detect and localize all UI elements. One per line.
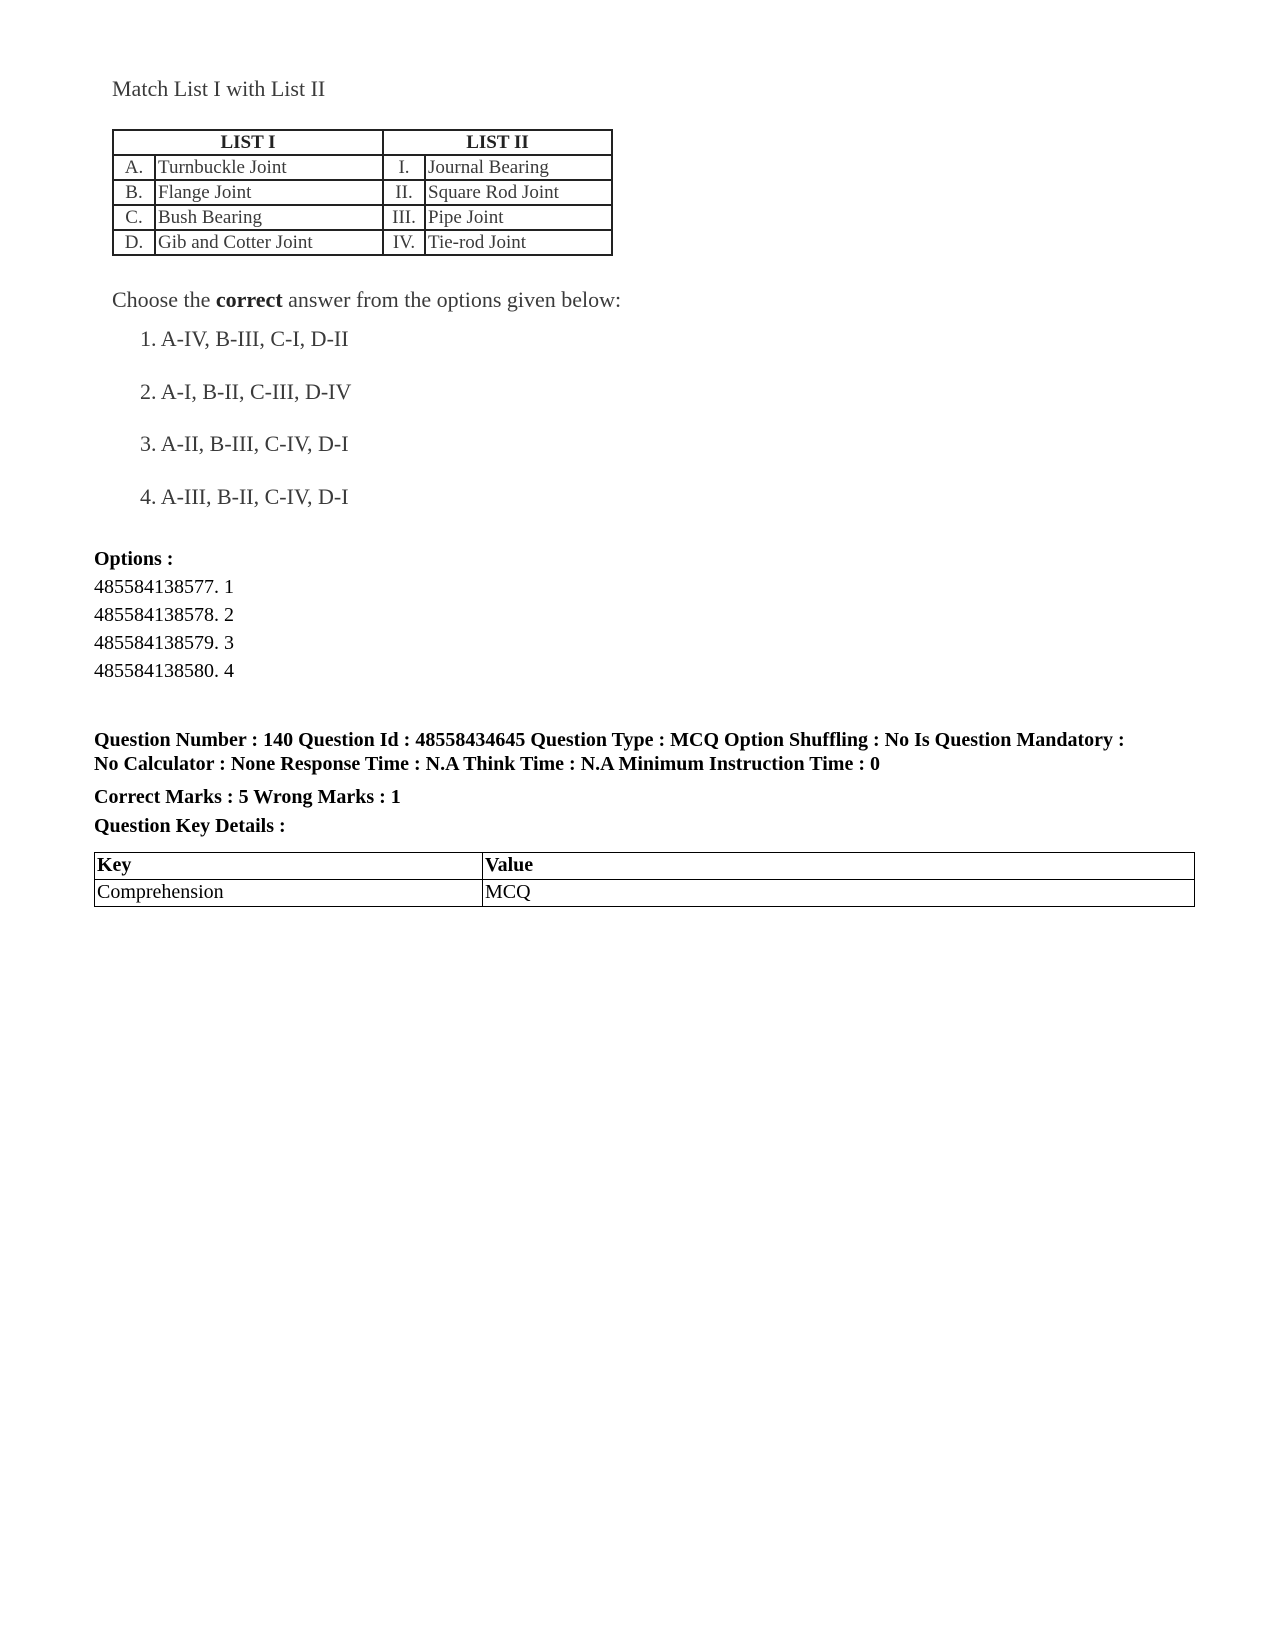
key-details-heading-text: Question Key Details :: [94, 815, 286, 837]
table-row: [113, 205, 612, 230]
option-item: 485584138580. 4: [94, 660, 234, 682]
choose-bold: correct: [215, 287, 283, 312]
marks-line: [94, 785, 1204, 809]
key-cell: Comprehension: [95, 880, 483, 907]
table-row: [95, 880, 1195, 907]
options-section: [94, 547, 1204, 687]
match-table: [112, 129, 613, 256]
option-item: 485584138577. 1: [94, 576, 234, 598]
question-info-line2: No Calculator : None Response Time : N.A Think Time : N.A Minimum Instruction Time : 0: [94, 753, 880, 775]
option-item: 485584138579. 3: [94, 632, 234, 654]
list2-item: Tie-rod Joint: [425, 230, 612, 255]
list2-header: LIST II: [383, 130, 612, 155]
table-row: [113, 155, 612, 180]
table-row: [113, 230, 612, 255]
list1-label: B.: [113, 180, 155, 205]
table-row: [113, 180, 612, 205]
list2-label: IV.: [383, 230, 425, 255]
list2-label: III.: [383, 205, 425, 230]
marks-text: Correct Marks : 5 Wrong Marks : 1: [94, 786, 401, 808]
key-details-table: [94, 852, 1195, 907]
question-intro: Match List I with List II: [112, 76, 326, 101]
list1-label: A.: [113, 155, 155, 180]
choose-suffix: answer from the options given below:: [288, 287, 622, 312]
options-heading: Options :: [94, 548, 174, 570]
list1-item: Bush Bearing: [155, 205, 383, 230]
list1-label: C.: [113, 205, 155, 230]
match-table-header: [113, 130, 612, 155]
value-header: Value: [483, 853, 1195, 880]
key-header: Key: [95, 853, 483, 880]
option-item: 485584138578. 2: [94, 604, 234, 626]
choice-item: 4. A-III, B-II, C-IV, D-I: [140, 484, 349, 509]
list1-header: LIST I: [113, 130, 383, 155]
question-info-line1: Question Number : 140 Question Id : 48558434645 Question Type : MCQ Option Shuffling : No Is Question Mandatory :: [94, 729, 1125, 751]
choice-item: 1. A-IV, B-III, C-I, D-II: [140, 326, 349, 351]
choose-prefix: Choose the: [112, 287, 211, 312]
list2-item: Journal Bearing: [425, 155, 612, 180]
question-image: [100, 70, 700, 540]
key-details-heading: [94, 814, 1204, 838]
list1-item: Flange Joint: [155, 180, 383, 205]
value-cell: MCQ: [483, 880, 1195, 907]
choice-item: 2. A-I, B-II, C-III, D-IV: [140, 379, 352, 404]
list1-label: D.: [113, 230, 155, 255]
choose-instruction: [112, 287, 621, 313]
list2-label: II.: [383, 180, 425, 205]
list1-item: Turnbuckle Joint: [155, 155, 383, 180]
question-info: [94, 728, 1204, 776]
list2-label: I.: [383, 155, 425, 180]
choice-item: 3. A-II, B-III, C-IV, D-I: [140, 431, 349, 456]
list1-item: Gib and Cotter Joint: [155, 230, 383, 255]
key-table-header: [95, 853, 1195, 880]
list2-item: Pipe Joint: [425, 205, 612, 230]
list2-item: Square Rod Joint: [425, 180, 612, 205]
